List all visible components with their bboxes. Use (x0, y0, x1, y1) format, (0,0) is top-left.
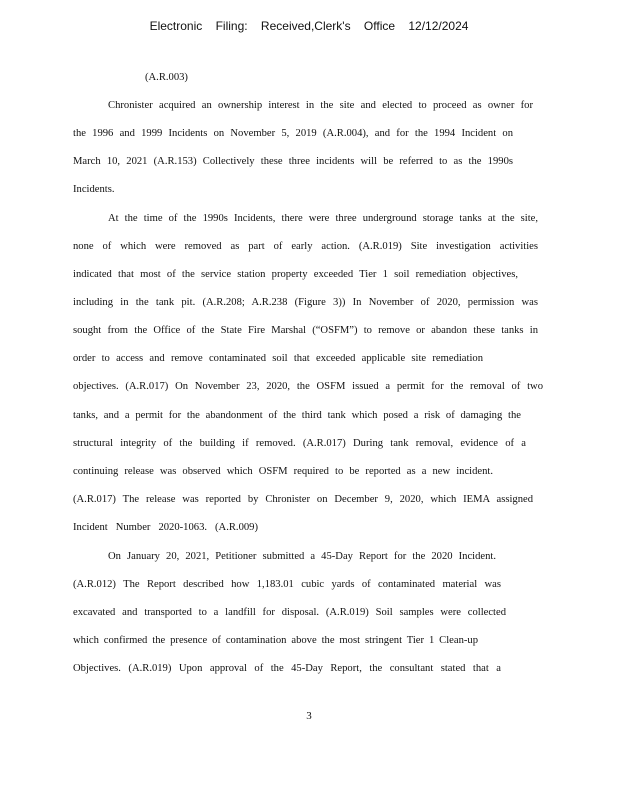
text-line: (A.R.012) The Report described how 1,183.01 cubic yards of contaminated material was (73, 579, 501, 590)
text-line: Objectives. (A.R.019) Upon approval of the 45-Day Report, the consultant stated that a (73, 663, 501, 674)
text-line: (A.R.003) (145, 72, 188, 83)
text-line: which confirmed the presence of contamination above the most stringent Tier 1 Clean-up (73, 635, 478, 646)
text-line: On January 20, 2021, Petitioner submitted a 45-Day Report for the 2020 Incident. (108, 551, 496, 562)
text-line: indicated that most of the service station property exceeded Tier 1 soil remediation objectives, (73, 269, 518, 280)
text-line: objectives. (A.R.017) On November 23, 2020, the OSFM issued a permit for the removal of two (73, 381, 543, 392)
text-line: Incidents. (73, 184, 115, 195)
text-line: none of which were removed as part of early action. (A.R.019) Site investigation activities (73, 241, 538, 252)
text-line: the 1996 and 1999 Incidents on November 5, 2019 (A.R.004), and for the 1994 Incident on (73, 128, 513, 139)
text-line: sought from the Office of the State Fire Marshal (“OSFM”) to remove or abandon these tanks in (73, 325, 538, 336)
text-line: continuing release was observed which OSFM required to be reported as a new incident. (73, 466, 493, 477)
text-line: (A.R.017) The release was reported by Chronister on December 9, 2020, which IEMA assigned (73, 494, 533, 505)
text-line: excavated and transported to a landfill for disposal. (A.R.019) Soil samples were collected (73, 607, 506, 618)
text-line: At the time of the 1990s Incidents, there were three underground storage tanks at the site, (108, 213, 538, 224)
text-line: March 10, 2021 (A.R.153) Collectively these three incidents will be referred to as the 1990s (73, 156, 513, 167)
text-line: Incident Number 2020-1063. (A.R.009) (73, 522, 258, 533)
text-line: structural integrity of the building if removed. (A.R.017) During tank removal, evidence of a (73, 438, 526, 449)
text-line: Chronister acquired an ownership interest in the site and elected to proceed as owner for (108, 100, 533, 111)
electronic-filing-stamp: Electronic Filing: Received,Clerk's Office 12/12/2024 (149, 19, 469, 33)
text-line: including in the tank pit. (A.R.208; A.R.238 (Figure 3)) In November of 2020, permission was (73, 297, 538, 308)
text-line: tanks, and a permit for the abandonment of the third tank which posed a risk of damaging the (73, 410, 521, 421)
text-line: order to access and remove contaminated soil that exceeded applicable site remediation (73, 353, 483, 364)
page-number: 3 (306, 710, 312, 722)
